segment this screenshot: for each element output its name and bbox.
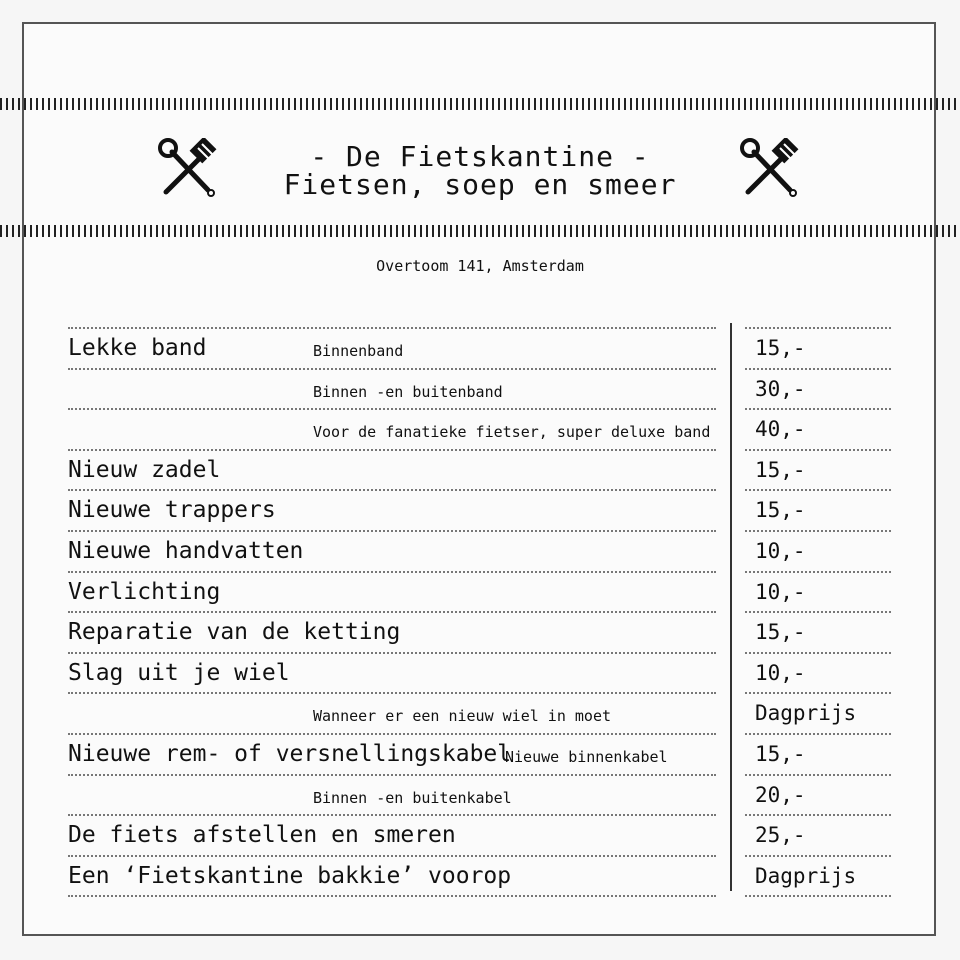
menu-item-price: 25,- [755, 823, 806, 848]
menu-item-description: Voor de fanatieke fietser, super deluxe band [313, 423, 711, 442]
row-divider [745, 774, 891, 776]
menu-item-price: 30,- [755, 376, 806, 401]
menu-item-price: 15,- [755, 742, 806, 766]
menu-item-name: Nieuwe handvatten [68, 538, 304, 564]
row-divider [68, 733, 716, 735]
row-divider [745, 408, 891, 410]
address: Overtoom 141, Amsterdam [376, 257, 584, 275]
menu-item-description: Binnenband [313, 342, 404, 360]
menu-item-price: 20,- [755, 782, 806, 807]
row-divider [745, 652, 891, 654]
menu-item-name: Lekke band [68, 335, 207, 361]
row-divider [68, 530, 716, 532]
row-divider [68, 571, 716, 573]
row-divider [745, 814, 891, 816]
menu-item-price: 10,- [755, 579, 806, 604]
row-divider [745, 571, 891, 573]
menu-item-price: 15,- [755, 620, 806, 645]
row-divider [68, 368, 716, 370]
row-divider [745, 327, 891, 329]
row-divider [745, 611, 891, 613]
menu-item-name: Verlichting [68, 578, 221, 605]
menu-item-name: Slag uit je wiel [68, 659, 290, 686]
row-divider [68, 611, 716, 613]
row-divider [68, 449, 716, 451]
menu-item-description: Wanneer er een nieuw wiel in moet [313, 707, 612, 726]
menu-item-name: Nieuwe trappers [68, 497, 276, 524]
menu-item-name: Nieuwe rem- of versnellingskabel [68, 741, 512, 767]
menu-item-name: Een ‘Fietskantine bakkie’ voorop [68, 862, 512, 889]
row-divider [68, 408, 716, 410]
menu-item-name: De fiets afstellen en smeren [68, 822, 456, 849]
page-title: - De Fietskantine - [310, 140, 650, 173]
row-divider [745, 733, 891, 735]
row-divider [745, 855, 891, 857]
bottom-tick-border [0, 225, 960, 237]
row-divider [68, 855, 716, 857]
row-divider [745, 489, 891, 491]
page-subtitle: Fietsen, soep en smeer [283, 168, 677, 201]
menu-item-price: 15,- [755, 457, 806, 482]
row-divider [745, 368, 891, 370]
row-divider [68, 692, 716, 694]
column-divider [730, 323, 732, 891]
menu-item-price: Dagprijs [755, 863, 857, 888]
row-divider [745, 895, 891, 897]
menu-item-description: Binnen -en buitenband [313, 382, 503, 401]
row-divider [68, 814, 716, 816]
row-divider [68, 652, 716, 654]
row-divider [68, 489, 716, 491]
row-divider [68, 774, 716, 776]
row-divider [745, 692, 891, 694]
menu-item-description: Binnen -en buitenkabel [313, 788, 512, 807]
row-divider [745, 449, 891, 451]
top-tick-border [0, 98, 960, 110]
row-divider [68, 895, 716, 897]
row-divider [745, 530, 891, 532]
menu-item-price: 10,- [755, 539, 806, 563]
menu-item-price: 40,- [755, 417, 806, 442]
menu-item-price: 15,- [755, 498, 806, 523]
menu-item-description: Nieuwe binnenkabel [505, 748, 668, 766]
menu-item-price: 15,- [755, 336, 806, 360]
menu-item-price: 10,- [755, 660, 806, 685]
row-divider [68, 327, 716, 329]
menu-item-name: Reparatie van de ketting [68, 619, 401, 646]
menu-item-name: Nieuw zadel [68, 456, 221, 483]
menu-item-price: Dagprijs [755, 701, 857, 726]
